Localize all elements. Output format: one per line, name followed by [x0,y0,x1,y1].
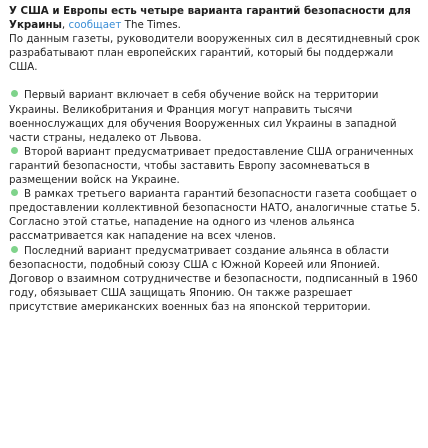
paragraph-gap [9,74,421,88]
headline-source: The Times. [121,19,181,32]
list-item [9,187,421,243]
green-circle-icon [11,189,18,196]
list-item [9,88,421,144]
list-item-text: Первый вариант включает в себя обучение войск на территории Украины. Великобритания и Франция могут направить тысячи военнослужащих для обучения Вооруженных сил Украины в западной части страны, недалеко от Львова. [9,89,397,144]
source-link[interactable]: сообщает [68,19,122,32]
list-item-text: Последний вариант предусматривает создание альянса в области безопасности, подобный союзу США с Южной Кореей или Японией. Договор о взаимном сотрудничестве и безопасности, подписанный в 1960 году, обязывает США защищать Японию. Он также разрешает присутствие американских военных баз на японской территории. [9,244,418,313]
list-item [9,244,421,314]
list-item-text: В рамках третьего варианта гарантий безопасности газета сообщает о предоставлении коллективной безопасности НАТО, аналогичные статье 5. Согласно этой статье, нападение на одного из членов альянса рассматривается как нападение на всех членов. [9,188,421,243]
headline-separator: , [61,19,69,32]
headline-title: У США и Европы есть четыре варианта гарантий безопасности для Украины [9,5,411,32]
green-circle-icon [11,147,18,154]
list-item-text: Второй вариант предусматривает предоставление США ограниченных гарантий безопасности, чтобы заставить Европу засомневаться в размещении войск на Украине. [9,145,414,187]
post-headline [9,4,421,32]
green-circle-icon [11,246,18,253]
post-intro: По данным газеты, руководители вооруженных сил в десятидневный срок разрабатывают план европейских гарантий, который бы поддержали США. [9,33,421,74]
list-item [9,145,421,187]
green-circle-icon [11,90,18,97]
